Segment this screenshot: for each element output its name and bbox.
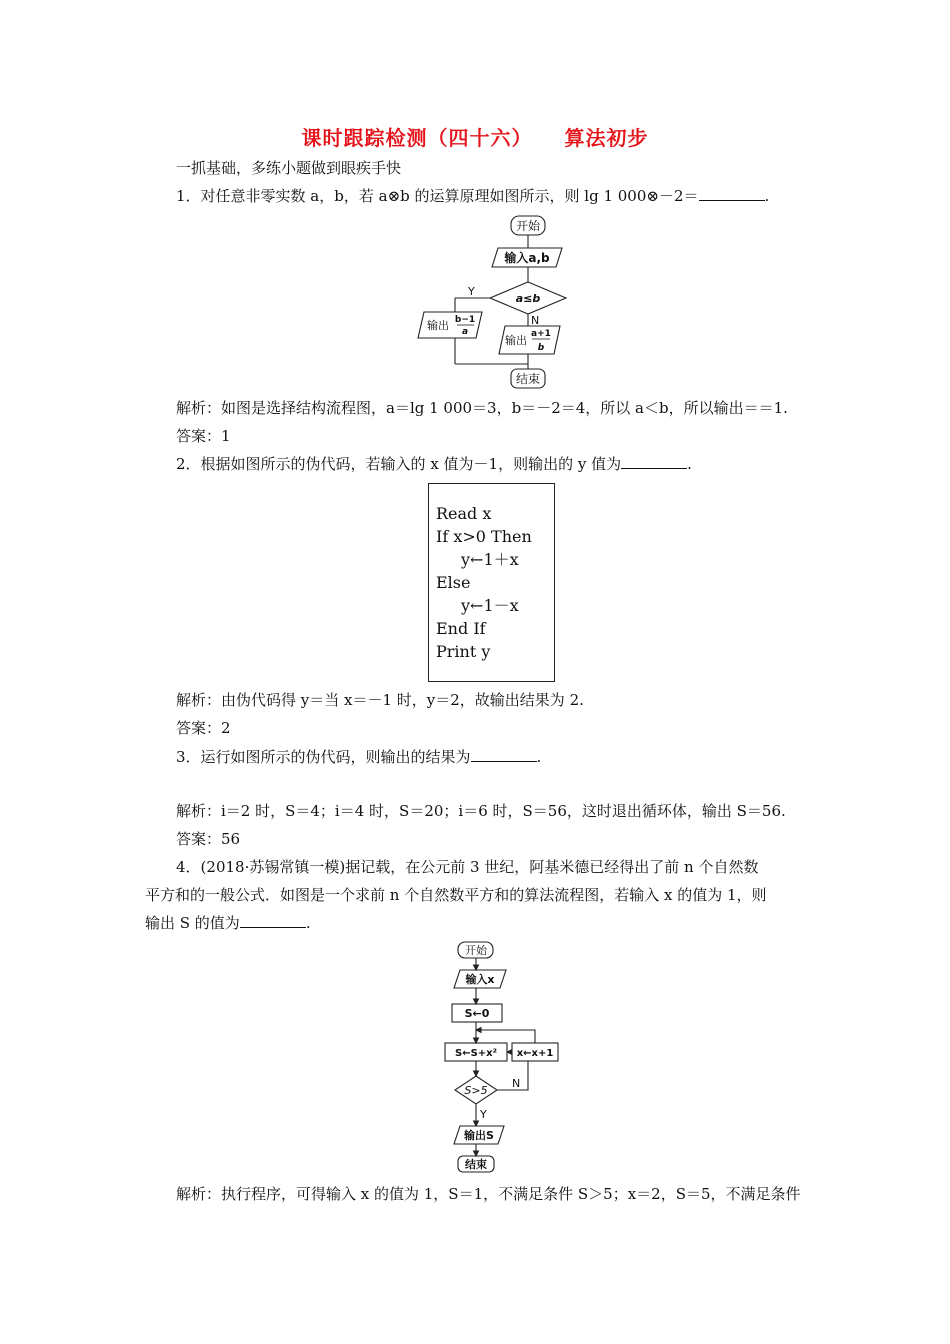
code-line: End If bbox=[436, 619, 486, 638]
flow-no-label: N bbox=[531, 314, 540, 327]
question-4-line-2: 平方和的一般公式．如图是一个求前 n 个自然数平方和的算法流程图，若输入 x 的值为 1，则 bbox=[145, 886, 767, 904]
code-line: Print y bbox=[436, 642, 491, 661]
flow-out-right-num: a+1 bbox=[531, 329, 551, 339]
flow-out-right-den: b bbox=[537, 343, 545, 353]
code-line: Else bbox=[436, 573, 471, 592]
flow4-yes-label: Y bbox=[480, 1108, 487, 1121]
answer-blank bbox=[240, 913, 306, 928]
analysis-3: 解析：i＝2 时，S＝4；i＝4 时，S＝20；i＝6 时，S＝56，这时退出循环体，输出 S＝56. bbox=[176, 802, 786, 820]
pseudocode-box bbox=[428, 483, 555, 682]
question-3-text: 3．运行如图所示的伪代码，则输出的结果为 bbox=[176, 748, 471, 766]
analysis-4: 解析：执行程序，可得输入 x 的值为 1，S＝1，不满足条件 S＞5；x＝2，S＝5，不满足条件 bbox=[176, 1185, 801, 1203]
flow-out-left-label: 输出 bbox=[427, 319, 449, 332]
punctuation: . bbox=[305, 914, 311, 932]
flow4-input-label: 输入x bbox=[465, 973, 495, 986]
question-1 bbox=[176, 186, 769, 206]
flowchart-4 bbox=[436, 938, 566, 1176]
flow-out-left-den: a bbox=[461, 327, 469, 337]
question-3 bbox=[176, 747, 541, 767]
flow4-init-label: S←0 bbox=[464, 1007, 490, 1020]
code-line: If x>0 Then bbox=[436, 527, 532, 546]
flow4-end-label: 结束 bbox=[465, 1158, 487, 1171]
code-line: y←1＋x bbox=[461, 550, 519, 569]
flow-out-right-label: 输出 bbox=[505, 334, 527, 347]
question-2 bbox=[176, 454, 692, 474]
flow4-update-s-label: S←S+x² bbox=[455, 1048, 497, 1059]
flow4-output-label: 输出S bbox=[464, 1129, 494, 1142]
question-4-text: 输出 S 的值为 bbox=[145, 914, 240, 932]
flow-start-label: 开始 bbox=[515, 219, 541, 233]
flow4-start-label: 开始 bbox=[465, 944, 487, 957]
answer-blank bbox=[471, 747, 537, 762]
flow4-update-x-label: x←x+1 bbox=[516, 1048, 554, 1059]
code-line: Read x bbox=[436, 504, 492, 523]
flow-yes-label: Y bbox=[468, 285, 475, 298]
section-heading: 一抓基础，多练小题做到眼疾手快 bbox=[176, 159, 402, 177]
answer-1: 答案：1 bbox=[176, 427, 231, 445]
answer-blank bbox=[621, 454, 687, 469]
analysis-1: 解析：如图是选择结构流程图，a＝lg 1 000＝3，b＝－2＝4，所以 a＜b，所以输出＝＝1. bbox=[176, 399, 788, 417]
analysis-2: 解析：由伪代码得 y＝当 x＝－1 时，y＝2，故输出结果为 2. bbox=[176, 691, 584, 709]
flow-end-label: 结束 bbox=[515, 372, 541, 386]
punctuation: . bbox=[536, 748, 542, 766]
flow-cond-label: a≤b bbox=[515, 292, 541, 305]
answer-3: 答案：56 bbox=[176, 830, 241, 848]
question-2-text: 2．根据如图所示的伪代码，若输入的 x 值为－1，则输出的 y 值为 bbox=[176, 455, 622, 473]
flow-input-label: 输入a,b bbox=[504, 251, 550, 265]
question-4-line-1: 4．(2018·苏锡常镇一模)据记载，在公元前 3 世纪，阿基米德已经得出了前 n 个自然数 bbox=[176, 858, 759, 876]
flowchart-1 bbox=[410, 212, 580, 392]
answer-blank bbox=[699, 186, 765, 201]
code-line: y←1－x bbox=[461, 596, 519, 615]
question-4-line-3 bbox=[145, 913, 311, 933]
flow4-cond-label: S>5 bbox=[464, 1084, 488, 1097]
flow4-no-label: N bbox=[512, 1077, 521, 1090]
question-1-text: 1．对任意非零实数 a，b，若 a⊗b 的运算原理如图所示，则 lg 1 000⊗－2＝ bbox=[176, 187, 699, 205]
answer-2: 答案：2 bbox=[176, 719, 231, 737]
flow-out-left-num: b−1 bbox=[454, 315, 476, 325]
punctuation: . bbox=[764, 187, 770, 205]
punctuation: . bbox=[687, 455, 692, 473]
page-title: 课时跟踪检测（四十六） 算法初步 bbox=[301, 126, 649, 150]
